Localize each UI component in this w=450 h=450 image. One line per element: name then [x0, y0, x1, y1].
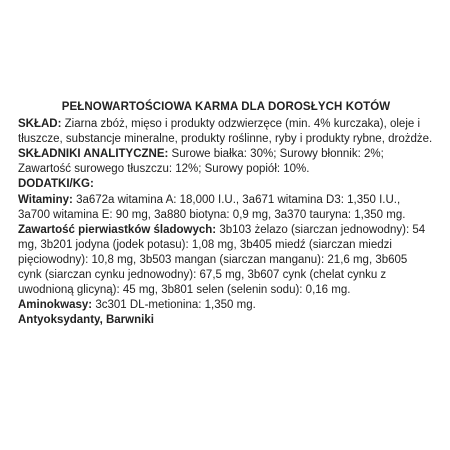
- amino-acids-section: [18, 298, 434, 313]
- vitamins-text: 3a672a witamina A: 18,000 I.U., 3a671 witamina D3: 1,350 I.U., 3a700 witamina E: 90 mg, 3a880 biotyna: 0,9 mg, 3a370 tauryna: 1,350 mg.: [18, 193, 406, 221]
- analytical-text: Surowe białka: 30%; Surowy błonnik: 2%; Zawartość surowego tłuszczu: 12%; Surowy popiół: 10%.: [18, 148, 384, 176]
- vitamins-section: [18, 193, 434, 223]
- composition-section: [18, 117, 434, 147]
- amino-acids-heading: Aminokwasy:: [18, 299, 93, 312]
- vitamins-heading: Witaminy:: [18, 193, 73, 206]
- label-title: PEŁNOWARTOŚCIOWA KARMA DLA DOROSŁYCH KOTÓW: [61, 101, 391, 113]
- trace-elements-section: [18, 223, 434, 298]
- composition-heading: SKŁAD:: [18, 118, 62, 131]
- additives-heading: DODATKI/KG:: [18, 178, 94, 191]
- analytical-heading: SKŁADNIKI ANALITYCZNE:: [18, 148, 169, 161]
- amino-acids-text: 3c301 DL-metionina: 1,350 mg.: [95, 299, 256, 312]
- analytical-section: [18, 147, 434, 177]
- product-label: [18, 100, 434, 328]
- antioxidants-line: Antyoksydanty, Barwniki: [18, 314, 154, 327]
- trace-elements-heading: Zawartość pierwiastków śladowych:: [18, 223, 217, 236]
- composition-text: Ziarna zbóż, mięso i produkty odzwierzęce (min. 4% kurczaka), oleje i tłuszcze, substancje mineralne, produkty roślinne, ryby i produkty rybne, drożdże.: [18, 118, 433, 146]
- trace-elements-text: 3b103 żelazo (siarczan jednowodny): 54 mg, 3b201 jodyna (jodek potasu): 1,08 mg, 3b405 miedź (siarczan miedzi pięciowodny): 10,8 mg, 3b503 mangan (siarczan manganu): 21,6 mg, 3b605 cynk (siarczan cynku jednowodny): 67,5 mg, 3b607 cynk (chelat cynku z uwodnioną glicyną): 45 mg, 3b801 selen (selenin sodu): 0,16 mg.: [18, 223, 426, 297]
